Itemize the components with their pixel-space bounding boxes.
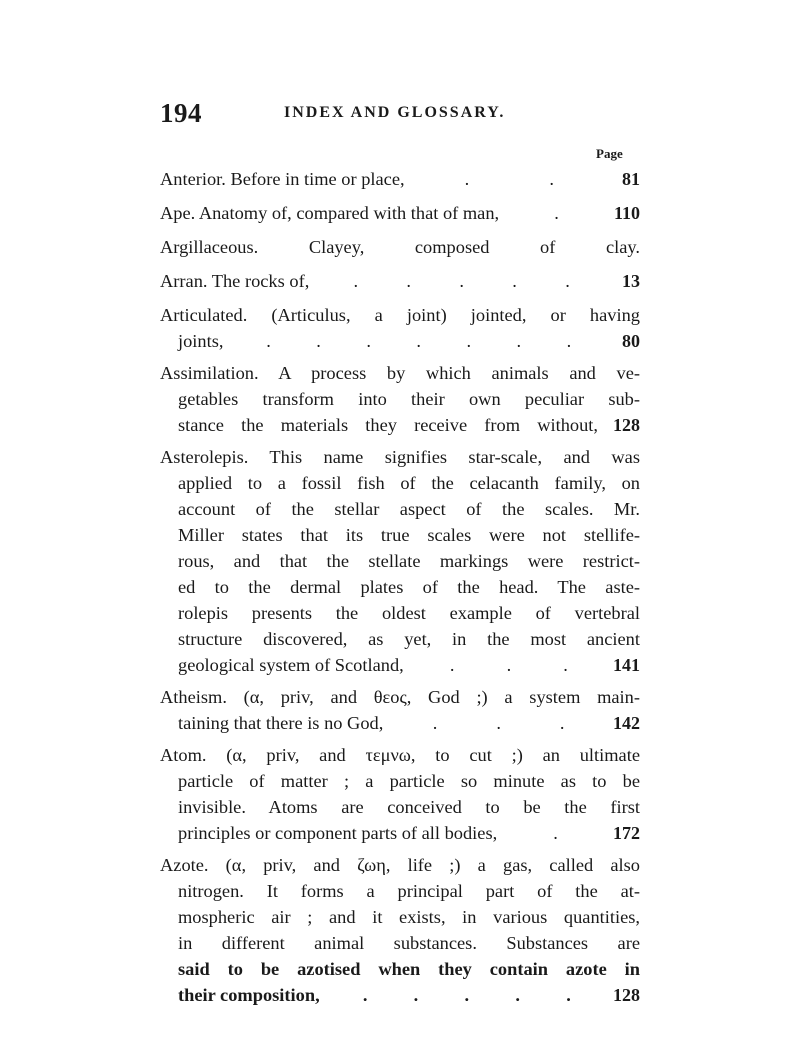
entry-text: Articulated. (Articulus, a joint) jointed, or having <box>160 305 640 325</box>
leader-dots: . <box>554 203 559 223</box>
page-number: 194 <box>160 98 202 128</box>
entry-line <box>160 742 640 768</box>
page-reference: 110 <box>613 203 640 223</box>
page-reference: 172 <box>613 823 640 843</box>
page-column-label: Page <box>596 146 623 161</box>
entry-text: Argillaceous. Clayey, composed of clay. <box>160 237 640 257</box>
leader-dots: . . <box>464 169 554 189</box>
entry-line <box>160 930 640 956</box>
page-reference: 128 <box>613 415 640 435</box>
entry-text: getables transform into their own peculiar sub- <box>178 389 640 409</box>
leader-dots: . . . . . <box>353 271 570 291</box>
entry-text: rous, and that the stellate markings were restrict- <box>178 551 640 571</box>
leader-dots: . . . . . <box>362 985 571 1005</box>
leader-dots: . <box>553 823 558 843</box>
page-header <box>160 98 640 134</box>
index-entry-arran <box>160 268 640 294</box>
entry-line <box>160 166 640 192</box>
entry-line <box>160 470 640 496</box>
entry-text: Arran. The rocks of, <box>160 271 310 291</box>
entry-line <box>160 268 640 294</box>
entry-line <box>160 444 640 470</box>
entry-text: Ape. Anatomy of, compared with that of man, <box>160 203 500 223</box>
entry-line <box>160 522 640 548</box>
entry-line <box>160 626 640 652</box>
index-entries <box>160 166 640 1014</box>
page-reference: 142 <box>613 713 640 733</box>
entry-line <box>160 684 640 710</box>
entry-text: Atheism. (α, priv, and θεος, God ;) a system main- <box>160 687 640 707</box>
entry-text: particle of matter ; a particle so minute as to be <box>178 771 640 791</box>
entry-text: Azote. (α, priv, and ζωη, life ;) a gas, called also <box>160 855 640 875</box>
index-entry-assimilation <box>160 360 640 438</box>
entry-text: account of the stellar aspect of the scales. Mr. <box>178 499 640 519</box>
entry-line <box>160 200 640 226</box>
entry-line <box>160 878 640 904</box>
index-entry-argillaceous <box>160 234 640 260</box>
running-head: INDEX AND GLOSSARY. <box>284 104 506 121</box>
entry-text: stance the materials they receive from without, <box>178 415 598 435</box>
entry-text: Miller states that its true scales were not stellife- <box>178 525 640 545</box>
entry-line <box>160 820 640 846</box>
index-entry-atheism <box>160 684 640 736</box>
entry-line <box>160 982 640 1008</box>
entry-line <box>160 412 640 438</box>
entry-text: in different animal substances. Substances are <box>178 933 640 953</box>
entry-text: nitrogen. It forms a principal part of the at- <box>178 881 640 901</box>
entry-text: said to be azotised when they contain azote in <box>178 959 640 979</box>
page-reference: 13 <box>622 271 640 291</box>
entry-line <box>160 574 640 600</box>
index-entry-articulated <box>160 302 640 354</box>
entry-text: rolepis presents the oldest example of vertebral <box>178 603 640 623</box>
page-reference: 80 <box>622 331 640 351</box>
entry-line <box>160 600 640 626</box>
entry-text: applied to a fossil fish of the celacanth family, on <box>178 473 640 493</box>
page-reference: 81 <box>622 169 640 189</box>
leader-dots: . . . <box>449 655 568 675</box>
entry-text: invisible. Atoms are conceived to be the first <box>178 797 640 817</box>
entry-line <box>160 904 640 930</box>
entry-text: ed to the dermal plates of the head. The aste- <box>178 577 640 597</box>
entry-line <box>160 852 640 878</box>
entry-line <box>160 768 640 794</box>
leader-dots: . . . . . . . <box>266 331 572 351</box>
leader-dots: . . . <box>432 713 565 733</box>
entry-line <box>160 794 640 820</box>
entry-text: Assimilation. A process by which animals and ve- <box>160 363 640 383</box>
entry-text: geological system of Scotland, <box>178 655 404 675</box>
entry-text: structure discovered, as yet, in the most ancient <box>178 629 640 649</box>
index-entry-ape <box>160 200 640 226</box>
entry-line <box>160 302 640 328</box>
entry-line <box>160 386 640 412</box>
entry-line <box>160 328 640 354</box>
entry-text: their composition, <box>178 985 320 1005</box>
index-entry-anterior <box>160 166 640 192</box>
entry-line <box>160 496 640 522</box>
entry-line <box>160 710 640 736</box>
index-entry-azote <box>160 852 640 1008</box>
entry-text: joints, <box>178 331 224 351</box>
entry-text: principles or component parts of all bodies, <box>178 823 498 843</box>
index-entry-atom <box>160 742 640 846</box>
page-reference: 141 <box>613 655 640 675</box>
entry-line <box>160 548 640 574</box>
entry-line <box>160 234 640 260</box>
entry-line <box>160 360 640 386</box>
entry-text: taining that there is no God, <box>178 713 384 733</box>
entry-text: Asterolepis. This name signifies star-scale, and was <box>160 447 640 467</box>
index-entry-asterolepis <box>160 444 640 678</box>
entry-line <box>160 652 640 678</box>
entry-line <box>160 956 640 982</box>
entry-text: Atom. (α, priv, and τεμνω, to cut ;) an ultimate <box>160 745 640 765</box>
entry-text: Anterior. Before in time or place, <box>160 169 405 189</box>
entry-text: mospheric air ; and it exists, in various quantities, <box>178 907 640 927</box>
page-reference: 128 <box>613 985 640 1005</box>
